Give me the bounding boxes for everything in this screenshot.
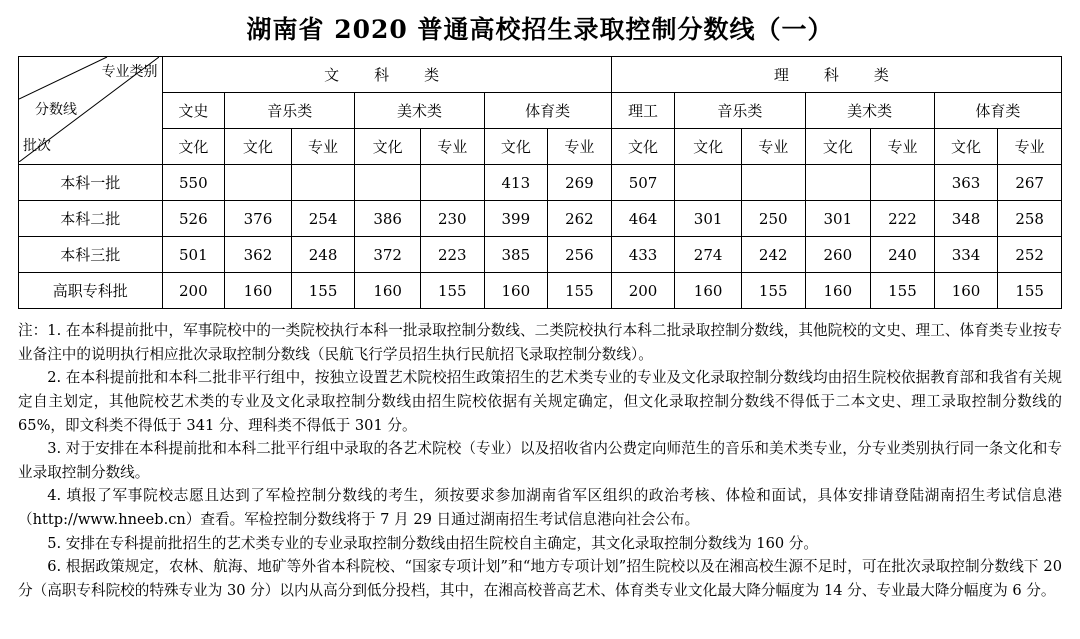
table-cell <box>355 165 421 201</box>
table-cell: 260 <box>805 237 871 273</box>
table-row <box>19 273 1062 309</box>
table-cell <box>420 165 484 201</box>
table-row <box>19 165 1062 201</box>
table-cell: 372 <box>355 237 421 273</box>
table-cell <box>291 165 355 201</box>
table-cell: 362 <box>225 237 292 273</box>
table-cell: 254 <box>291 201 355 237</box>
table-cell: 160 <box>355 273 421 309</box>
table-cell: 160 <box>225 273 292 309</box>
table-cell <box>871 165 935 201</box>
page-title: 湖南省 2020 普通高校招生录取控制分数线（一） <box>246 15 834 44</box>
sub-header: 专业 <box>871 129 935 165</box>
sub-header: 文化 <box>675 129 742 165</box>
table-row <box>19 201 1062 237</box>
table-cell: 376 <box>225 201 292 237</box>
table-cell: 385 <box>484 237 548 273</box>
sub-header: 专业 <box>548 129 612 165</box>
sub-header: 专业 <box>420 129 484 165</box>
table-corner-header <box>19 57 163 165</box>
table-cell: 155 <box>548 273 612 309</box>
row-header-batch: 高职专科批 <box>19 273 163 309</box>
table-cell: 200 <box>611 273 675 309</box>
category-header-fineart-science: 美术类 <box>805 93 934 129</box>
table-cell: 267 <box>998 165 1062 201</box>
table-cell: 230 <box>420 201 484 237</box>
note-item: 3. 对于安排在本科提前批和本科二批平行组中录取的各艺术院校（专业）以及招收省内公费定向师范生的音乐和美术类专业，分专业类别执行同一条文化和专业录取控制分数线。 <box>18 440 1062 481</box>
table-cell: 501 <box>162 237 225 273</box>
group-header-liberal-arts: 文 科 类 <box>162 57 611 93</box>
table-row <box>19 237 1062 273</box>
note-item: 5. 安排在专科提前批招生的艺术类专业的专业录取控制分数线由招生院校自主确定，其文化录取控制分数线为 160 分。 <box>47 534 818 552</box>
table-cell: 464 <box>611 201 675 237</box>
table-cell: 242 <box>741 237 805 273</box>
category-header-sports-science: 体育类 <box>934 93 1061 129</box>
sub-header: 文化 <box>355 129 421 165</box>
table-cell: 507 <box>611 165 675 201</box>
table-cell: 256 <box>548 237 612 273</box>
table-cell: 258 <box>998 201 1062 237</box>
table-cell: 223 <box>420 237 484 273</box>
note-item: 注：1. 在本科提前批中，军事院校中的一类院校执行本科一批录取控制分数线、二类院校执行本科二批录取控制分数线，其他院校的文史、理工、体育类专业按专业备注中的说明执行相应批次录取控制分数线（民航飞行学员招生执行民航招飞录取控制分数线）。 <box>18 322 1062 363</box>
table-cell: 200 <box>162 273 225 309</box>
table-cell: 386 <box>355 201 421 237</box>
category-header-ligong: 理工 <box>611 93 675 129</box>
sub-header: 文化 <box>934 129 998 165</box>
sub-header: 专业 <box>998 129 1062 165</box>
sub-header: 文化 <box>162 129 225 165</box>
note-item: 6. 根据政策规定，农林、航海、地矿等外省本科院校、“国家专项计划”和“地方专项计划”招生院校以及在湘高校生源不足时，可在批次录取控制分数线下 20 分（高职专科院校的特殊专业为 30 分）以内从高分到低分投档，其中，在湘高校普高艺术、体育类专业文化最大降分幅度为 14 分、专业最大降分幅度为 6 分。 <box>18 558 1062 600</box>
table-cell: 160 <box>805 273 871 309</box>
table-cell: 399 <box>484 201 548 237</box>
category-header-sports-arts: 体育类 <box>484 93 611 129</box>
table-cell: 363 <box>934 165 998 201</box>
table-cell <box>225 165 292 201</box>
corner-score-label: 分数线 <box>35 102 77 118</box>
table-cell: 248 <box>291 237 355 273</box>
table-cell: 240 <box>871 237 935 273</box>
table-cell: 526 <box>162 201 225 237</box>
table-cell: 262 <box>548 201 612 237</box>
group-header-science: 理 科 类 <box>611 57 1061 93</box>
sub-header: 文化 <box>225 129 292 165</box>
table-cell: 155 <box>998 273 1062 309</box>
sub-header: 专业 <box>291 129 355 165</box>
table-cell: 301 <box>805 201 871 237</box>
table-cell: 222 <box>871 201 935 237</box>
table-cell: 155 <box>871 273 935 309</box>
table-cell: 252 <box>998 237 1062 273</box>
table-cell: 250 <box>741 201 805 237</box>
table-cell: 301 <box>675 201 742 237</box>
sub-header: 文化 <box>484 129 548 165</box>
sub-header: 文化 <box>805 129 871 165</box>
category-header-fineart-arts: 美术类 <box>355 93 484 129</box>
table-cell: 155 <box>741 273 805 309</box>
row-header-batch: 本科二批 <box>19 201 163 237</box>
row-header-batch: 本科一批 <box>19 165 163 201</box>
table-cell <box>741 165 805 201</box>
category-header-music-science: 音乐类 <box>675 93 805 129</box>
table-cell: 348 <box>934 201 998 237</box>
table-cell <box>675 165 742 201</box>
note-item: 4. 填报了军事院校志愿且达到了军检控制分数线的考生，须按要求参加湖南省军区组织的政治考核、体检和面试，具体安排请登陆湖南招生考试信息港（http://www.hneeb.cn）查看。军检控制分数线将于 7 月 29 日通过湖南招生考试信息港向社会公布。 <box>18 487 1062 529</box>
corner-major-label: 专业类别 <box>101 64 158 80</box>
notes-section <box>18 319 1062 603</box>
category-header-wenshi: 文史 <box>162 93 225 129</box>
table-cell <box>805 165 871 201</box>
table-cell: 160 <box>934 273 998 309</box>
table-cell: 413 <box>484 165 548 201</box>
table-cell: 433 <box>611 237 675 273</box>
score-line-table <box>18 56 1062 309</box>
table-cell: 155 <box>420 273 484 309</box>
table-cell: 160 <box>675 273 742 309</box>
category-header-music-arts: 音乐类 <box>225 93 355 129</box>
sub-header: 专业 <box>741 129 805 165</box>
table-cell: 155 <box>291 273 355 309</box>
sub-header: 文化 <box>611 129 675 165</box>
row-header-batch: 本科三批 <box>19 237 163 273</box>
table-cell: 269 <box>548 165 612 201</box>
table-cell: 274 <box>675 237 742 273</box>
table-cell: 334 <box>934 237 998 273</box>
corner-batch-label: 批次 <box>23 138 51 154</box>
table-cell: 550 <box>162 165 225 201</box>
note-item: 2. 在本科提前批和本科二批非平行组中，按独立设置艺术院校招生政策招生的艺术类专业的专业及文化录取控制分数线均由招生院校依据教育部和我省有关规定自主划定，其他院校艺术类的专业及文化录取控制分数线由招生院校依据有关规定确定，但文化录取控制分数线不得低于二本文史、理工录取控制分数线的65%，即文科类不得低于 341 分、理科类不得低于 301 分。 <box>18 369 1062 434</box>
table-cell: 160 <box>484 273 548 309</box>
